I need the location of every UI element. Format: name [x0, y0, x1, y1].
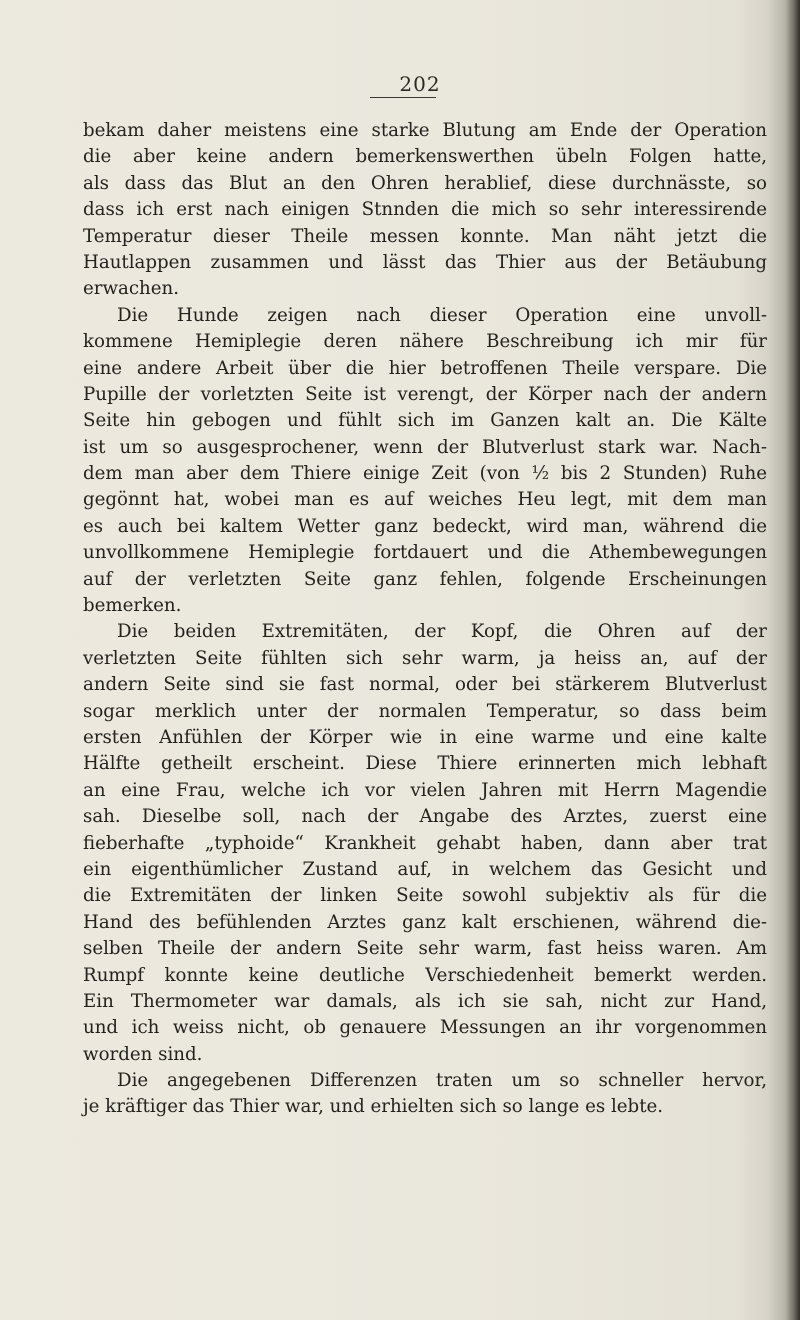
- text-line: bekam daher meistens eine starke Blutung am Ende der Operation: [83, 120, 767, 141]
- text-line: unvollkommene Hemiplegie fortdauert und die Athembewegungen: [83, 542, 767, 564]
- text-line: Temperatur dieser Theile messen konnte. Man näht jetzt die: [83, 225, 767, 247]
- text-line: Ein Thermometer war damals, als ich sie sah, nicht zur Hand,: [83, 990, 767, 1012]
- paragraph-start-line: Die Hunde zeigen nach dieser Operation eine unvoll-: [117, 304, 767, 326]
- text-line: andern Seite sind sie fast normal, oder bei stärkerem Blutverlust: [83, 674, 767, 696]
- text-line: verletzten Seite fühlten sich sehr warm, ja heiss an, auf der: [83, 647, 767, 669]
- text-line: ersten Anfühlen der Körper wie in eine warme und eine kalte: [83, 726, 767, 748]
- text-line: Pupille der vorletzten Seite ist verengt, der Körper nach der andern: [83, 383, 767, 405]
- text-line: die aber keine andern bemerkenswerthen übeln Folgen hatte,: [83, 146, 767, 168]
- text-line: sah. Dieselbe soll, nach der Angabe des Arztes, zuerst eine: [83, 806, 767, 828]
- text-line: ein eigenthümlicher Zustand auf, in welchem das Gesicht und: [83, 858, 767, 880]
- text-line: es auch bei kaltem Wetter ganz bedeckt, wird man, während die: [83, 515, 767, 537]
- text-line: gegönnt hat, wobei man es auf weiches Heu legt, mit dem man: [83, 489, 767, 511]
- text-line: kommene Hemiplegie deren nähere Beschreibung ich mir für: [83, 331, 767, 353]
- text-line: an eine Frau, welche ich vor vielen Jahren mit Herrn Magendie: [83, 779, 767, 801]
- body-text: [83, 118, 767, 1121]
- page-binding-shadow: [786, 0, 800, 1320]
- text-line: fieberhafte „typhoide“ Krankheit gehabt haben, dann aber trat: [83, 832, 767, 854]
- text-line: Hälfte getheilt erscheint. Diese Thiere erinnerten mich lebhaft: [83, 753, 767, 775]
- text-line: Hautlappen zusammen und lässt das Thier aus der Betäubung: [83, 251, 767, 273]
- paragraph-start-line: Die angegebenen Differenzen traten um so schneller hervor,: [117, 1070, 767, 1092]
- text-line: worden sind.: [83, 1043, 203, 1065]
- text-line: und ich weiss nicht, ob genauere Messungen an ihr vorgenommen: [83, 1017, 767, 1039]
- text-line: je kräftiger das Thier war, und erhielten sich so lange es lebte.: [83, 1096, 664, 1118]
- page-number-underline: [370, 97, 436, 98]
- paragraph-start-line: Die beiden Extremitäten, der Kopf, die Ohren auf der: [117, 621, 767, 643]
- text-line: ist um so ausgesprochener, wenn der Blutverlust stark war. Nach-: [83, 436, 767, 458]
- text-line: dem man aber dem Thiere einige Zeit (von ½ bis 2 Stunden) Ruhe: [83, 463, 767, 485]
- text-line: erwachen.: [83, 278, 180, 300]
- text-line: selben Theile der andern Seite sehr warm, fast heiss waren. Am: [83, 938, 767, 960]
- page-number: 202: [399, 72, 441, 96]
- text-line: Hand des befühlenden Arztes ganz kalt erschienen, während die-: [83, 911, 767, 933]
- text-line: eine andere Arbeit über die hier betroffenen Theile verspare. Die: [83, 357, 767, 379]
- text-line: die Extremitäten der linken Seite sowohl subjektiv als für die: [83, 885, 767, 907]
- text-line: auf der verletzten Seite ganz fehlen, folgende Erscheinungen: [83, 568, 767, 590]
- text-line: sogar merklich unter der normalen Temperatur, so dass beim: [83, 700, 767, 722]
- text-line: Seite hin gebogen und fühlt sich im Ganzen kalt an. Die Kälte: [83, 410, 767, 432]
- text-line: als dass das Blut an den Ohren herablief, diese durchnässte, so: [83, 172, 767, 194]
- text-line: dass ich erst nach einigen Stnnden die mich so sehr interessirende: [83, 199, 767, 221]
- text-line: bemerken.: [83, 595, 182, 617]
- text-line: Rumpf konnte keine deutliche Verschiedenheit bemerkt werden.: [83, 964, 767, 986]
